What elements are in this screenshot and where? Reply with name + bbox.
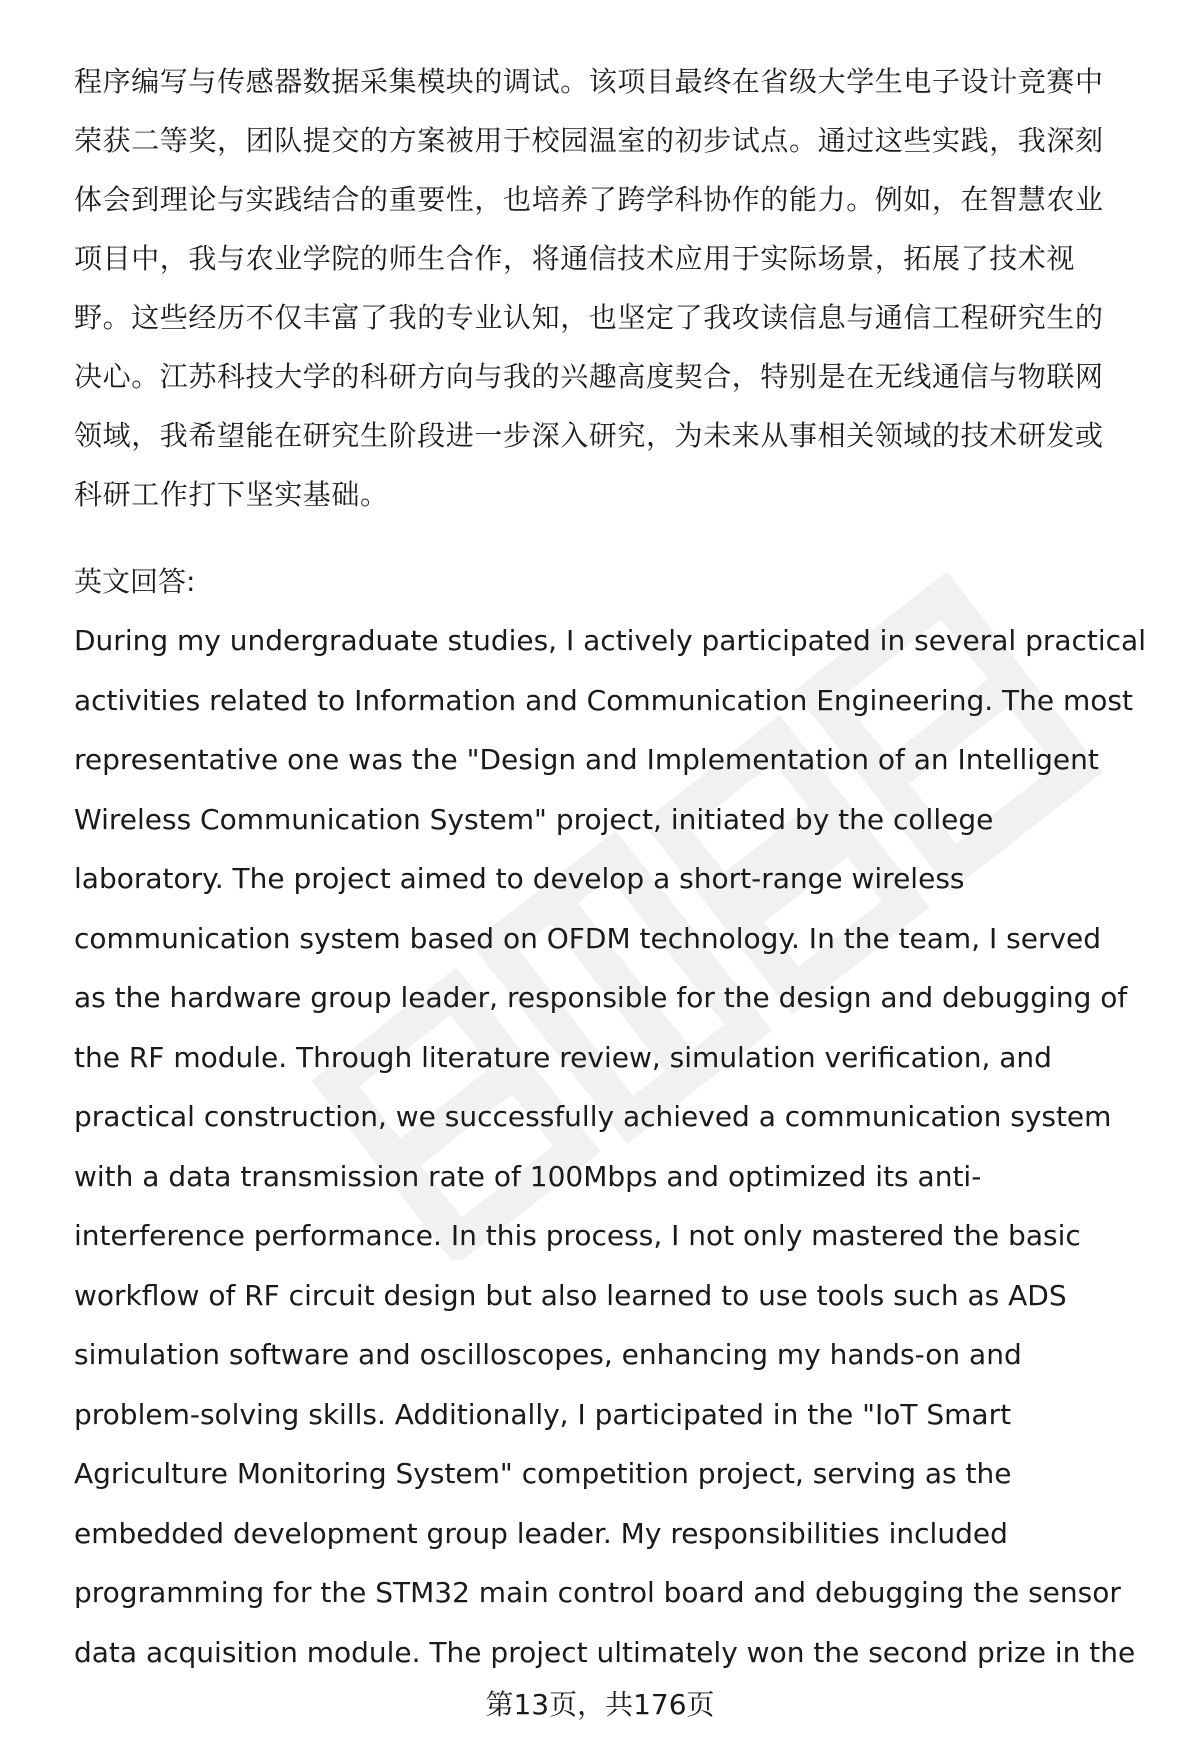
english-line: practical construction, we successfully achieved a communication system — [74, 1100, 1112, 1133]
chinese-line: 野。这些经历不仅丰富了我的专业认知，也坚定了我攻读信息与通信工程研究生的 — [74, 301, 1104, 334]
english-line: activities related to Information and Communication Engineering. The most — [74, 683, 1133, 717]
english-line: embedded development group leader. My responsibilities included — [74, 1516, 1008, 1550]
chinese-line: 科研工作打下坚实基础。 — [74, 478, 389, 511]
english-line: Agriculture Monitoring System" competition project, serving as the — [74, 1457, 1012, 1490]
chinese-line: 项目中，我与农业学院的师生合作，将通信技术应用于实际场景，拓展了技术视 — [74, 242, 1076, 275]
chinese-line: 程序编写与传感器数据采集模块的调试。该项目最终在省级大学生电子设计竞赛中 — [74, 65, 1104, 98]
english-line: problem-solving skills. Additionally, I participated in the "IoT Smart — [74, 1397, 1012, 1431]
english-line: as the hardware group leader, responsible for the design and debugging of — [74, 981, 1128, 1014]
english-line: the RF module. Through literature review, simulation verification, and — [74, 1040, 1052, 1074]
english-line: During my undergraduate studies, I actively participated in several practical — [74, 624, 1146, 657]
english-answer-heading: 英文回答: — [74, 565, 196, 598]
english-line: Wireless Communication System" project, initiated by the college — [74, 802, 994, 836]
english-line: representative one was the "Design and Implementation of an Intelligent — [74, 743, 1099, 776]
english-line: workflow of RF circuit design but also learned to use tools such as ADS — [74, 1278, 1067, 1312]
document-content — [74, 52, 1154, 1682]
english-line: simulation software and oscilloscopes, enhancing my hands-on and — [74, 1338, 1022, 1371]
chinese-line: 体会到理论与实践结合的重要性，也培养了跨学科协作的能力。例如，在智慧农业 — [74, 183, 1104, 216]
english-line: laboratory. The project aimed to develop a short-range wireless — [74, 862, 965, 895]
english-line: communication system based on OFDM technology. In the team, I served — [74, 921, 1102, 955]
chinese-line: 领域，我希望能在研究生阶段进一步深入研究，为未来从事相关领域的技术研发或 — [74, 419, 1104, 452]
english-line: data acquisition module. The project ultimately won the second prize in the — [74, 1635, 1136, 1669]
chinese-line: 荣获二等奖，团队提交的方案被用于校园温室的初步试点。通过这些实践，我深刻 — [74, 124, 1104, 157]
english-line: interference performance. In this process, I not only mastered the basic — [74, 1219, 1081, 1252]
chinese-line: 决心。江苏科技大学的科研方向与我的兴趣高度契合，特别是在无线通信与物联网 — [74, 360, 1104, 393]
chinese-paragraph — [74, 52, 1154, 524]
page-number-footer: 第13页，共176页 — [485, 1688, 715, 1721]
english-paragraph — [74, 611, 1154, 1682]
english-line: with a data transmission rate of 100Mbps and optimized its anti- — [74, 1159, 982, 1193]
english-line: programming for the STM32 main control board and debugging the sensor — [74, 1576, 1121, 1609]
